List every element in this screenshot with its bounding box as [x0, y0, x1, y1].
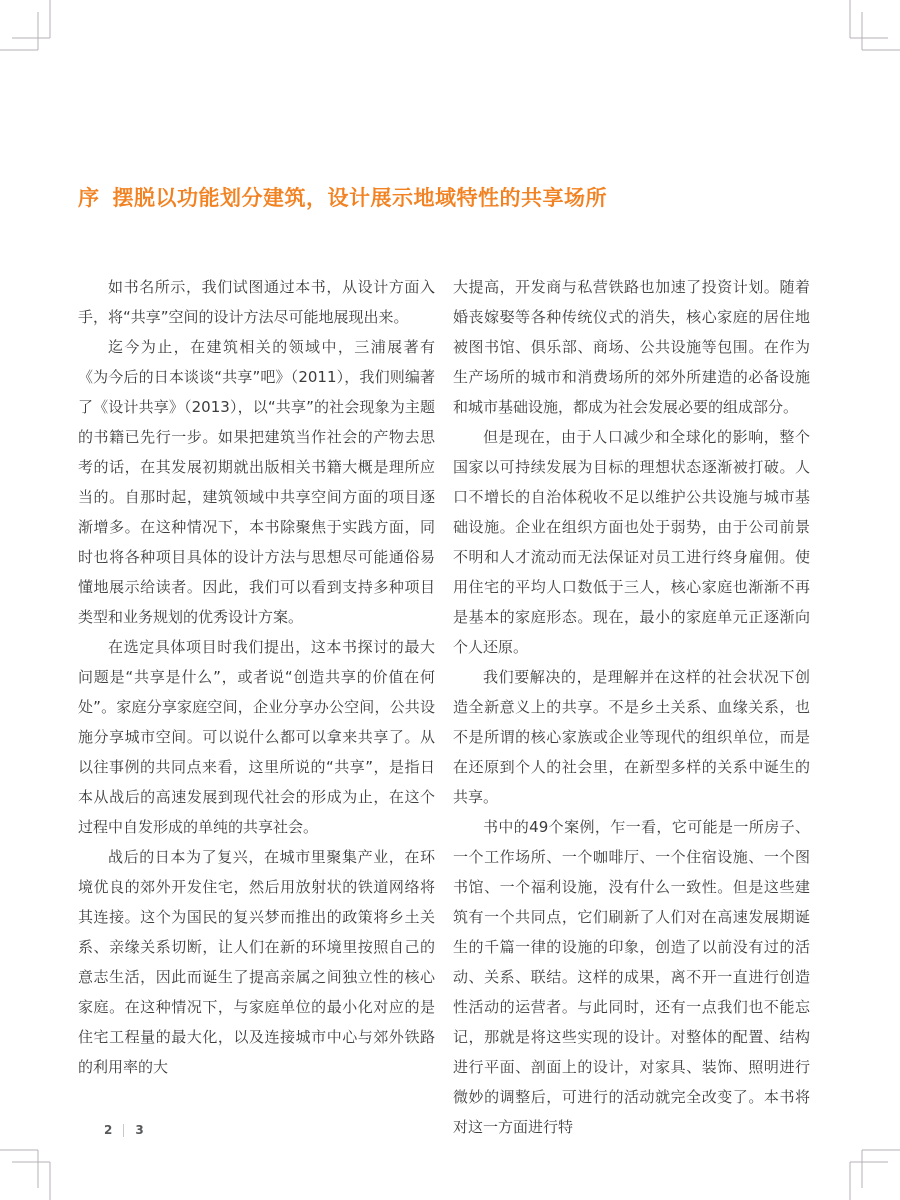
paragraph: 迄今为止，在建筑相关的领域中，三浦展著有《为今后的日本谈谈“共享”吧》（2011），我们则编著了《设计共享》（2013），以“共享”的社会现象为主题的书籍已先行一步。如果把建筑当作社会的产物去思考的话，在其发展初期就出版相关书籍大概是理所应当的。自那时起，建筑领域中共享空间方面的项目逐渐增多。在这种情况下，本书除聚焦于实践方面，同时也将各种项目具体的设计方法与思想尽可能通俗易懂地展示给读者。因此，我们可以看到支持多种项目类型和业务规划的优秀设计方案。 — [78, 338, 435, 626]
page-title — [78, 182, 607, 212]
paragraph: 战后的日本为了复兴，在城市里聚集产业，在环境优良的郊外开发住宅，然后用放射状的铁道网络将其连接。这个为国民的复兴梦而推出的政策将乡土关系、亲缘关系切断，让人们在新的环境里按照自己的意志生活，因此而诞生了提高亲属之间独立性的核心家庭。在这种情况下，与家庭单位的最小化对应的是住宅工程量的最大化，以及连接城市中心与郊外铁路的利用率的大 — [78, 848, 435, 1076]
chapter-title-text: 摆脱以功能划分建筑，设计展示地域特性的共享场所 — [112, 186, 607, 211]
chapter-prefix: 序 — [78, 186, 100, 211]
left-column — [78, 272, 435, 1142]
right-column — [453, 272, 810, 1142]
page-number-divider — [123, 1124, 124, 1137]
page-number-right: 3 — [135, 1123, 144, 1137]
body-text-columns — [78, 272, 810, 1142]
page-numbers — [104, 1123, 144, 1137]
paragraph-continuation: 大提高，开发商与私营铁路也加速了投资计划。随着婚丧嫁娶等各种传统仪式的消失，核心家庭的居住地被图书馆、俱乐部、商场、公共设施等包围。在作为生产场所的城市和消费场所的郊外所建造的必备设施和城市基础设施，都成为社会发展必要的组成部分。 — [453, 278, 810, 416]
paragraph: 书中的49个案例，乍一看，它可能是一所房子、一个工作场所、一个咖啡厅、一个住宿设施、一个图书馆、一个福利设施，没有什么一致性。但是这些建筑有一个共同点，它们刷新了人们对在高速发展期诞生的千篇一律的设施的印象，创造了以前没有过的活动、关系、联结。这样的成果，离不开一直进行创造性活动的运营者。与此同时，还有一点我们也不能忘记，那就是将这些实现的设计。对整体的配置、结构进行平面、剖面上的设计，对家具、装饰、照明进行微妙的调整后，可进行的活动就完全改变了。本书将对这一方面进行特 — [453, 818, 810, 1136]
paragraph: 我们要解决的，是理解并在这样的社会状况下创造全新意义上的共享。不是乡土关系、血缘关系，也不是所谓的核心家族或企业等现代的组织单位，而是在还原到个人的社会里，在新型多样的关系中诞生的共享。 — [453, 668, 810, 806]
paragraph: 在选定具体项目时我们提出，这本书探讨的最大问题是“共享是什么”，或者说“创造共享的价值在何处”。家庭分享家庭空间，企业分享办公空间，公共设施分享城市空间。可以说什么都可以拿来共享了。从以往事例的共同点来看，这里所说的“共享”，是指日本从战后的高速发展到现代社会的形成为止，在这个过程中自发形成的单纯的共享社会。 — [78, 638, 435, 836]
page-number-left: 2 — [104, 1123, 113, 1137]
paragraph: 但是现在，由于人口减少和全球化的影响，整个国家以可持续发展为目标的理想状态逐渐被打破。人口不增长的自治体税收不足以维护公共设施与城市基础设施。企业在组织方面也处于弱势，由于公司前景不明和人才流动而无法保证对员工进行终身雇佣。使用住宅的平均人口数低于三人，核心家庭也渐渐不再是基本的家庭形态。现在，最小的家庭单元正逐渐向个人还原。 — [453, 428, 810, 656]
paragraph: 如书名所示，我们试图通过本书，从设计方面入手，将“共享”空间的设计方法尽可能地展现出来。 — [78, 278, 435, 326]
